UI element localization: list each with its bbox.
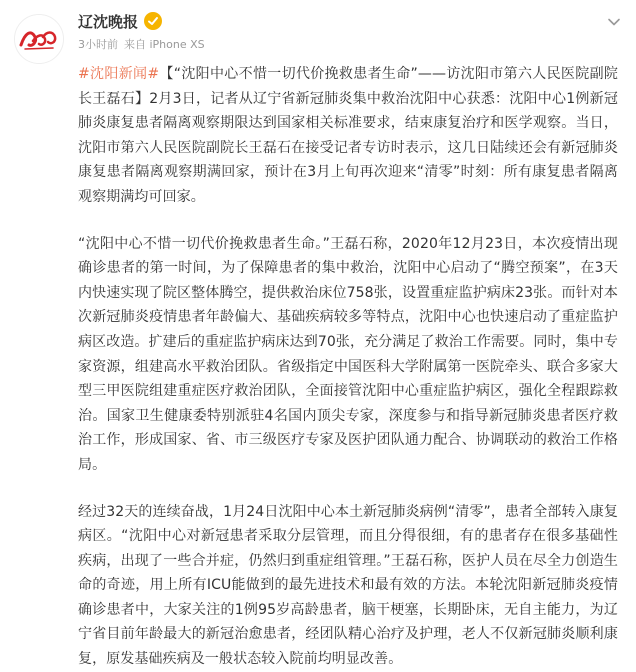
hashtag-link[interactable]: #沈阳新闻#: [78, 66, 160, 82]
post-meta: [78, 36, 205, 52]
paragraph-2: “沈阳中心不惜一切代价挽救患者生命。”王磊石称，2020年12月23日，本次疫情出现确诊患者的第一时间，为了保障患者的集中救治，沈阳中心启动了“腾空预案”，在3天内快速实现了院区整体腾空，提供救治床位758张，设置重症监护病床23张。而针对本次新冠肺炎疫情患者年龄偏大、基础疾病较多等特点，沈阳中心也快速启动了重症监护病区改造。扩建后的重症监护病床达到70张，充分满足了救治工作需要。同时，集中专家资源，组建高水平救治团队。省级指定中国医科大学附属第一医院牵头、联合多家大型三甲医院组建重症医疗救治团队，全面接管沈阳中心重症监护病区，强化全程跟踪救治。国家卫生健康委特别派驻4名国内顶尖专家，深度参与和指导新冠肺炎患者医疗救治工作，形成国家、省、市三级医疗专家及医护团队通力配合、协调联动的救治工作格局。: [78, 235, 618, 473]
verified-badge-icon: [144, 12, 162, 30]
post-source: 来自 iPhone XS: [124, 38, 205, 51]
avatar[interactable]: [14, 14, 64, 64]
post-body: [78, 62, 618, 672]
post-header: [0, 0, 636, 64]
paragraph-1-text: 【“沈阳中心不惜一切代价挽救患者生命”——访沈阳市第六人民医院副院长王磊石】2月3日，记者从辽宁省新冠肺炎集中救治沈阳中心获悉：沈阳中心1例新冠肺炎康复患者隔离观察期限达到国家相关标准要求，结束康复治疗和医学观察。当日，沈阳市第六人民医院副院长王磊石在接受记者专访时表示，这几日陆续还会有新冠肺炎康复患者隔离观察期满回家，预计在3月上旬再次迎来“清零”时刻：所有康复患者隔离观察期满均可回家。: [78, 66, 619, 205]
liaoshen-logo-icon: [15, 15, 63, 63]
paragraph-3: 经过32天的连续奋战，1月24日沈阳中心本土新冠肺炎病例“清零”，患者全部转入康复病区。“沈阳中心对新冠患者采取分层管理，而且分得很细，有的患者存在很多基础性疾病，出现了一些合并症，仍然归到重症组管理。”王磊石称，医护人员在尽全力创造生命的奇迹，用上所有ICU能做到的最先进技术和最有效的方法。本轮沈阳新冠肺炎疫情确诊患者中，大家关注的1例95岁高龄患者，脑干梗塞，长期卧床，无自主能力，为辽宁省目前年龄最大的新冠治愈患者，经团队精心治疗及护理，老人不仅新冠肺炎顺利康复，原发基础疾病及一般状态较入院前均明显改善。: [78, 503, 618, 668]
author-name[interactable]: 辽沈晚报: [78, 12, 139, 31]
author-row: [78, 10, 162, 32]
paragraph-1: [78, 62, 618, 210]
chevron-down-icon[interactable]: [606, 14, 622, 30]
post-time[interactable]: 3小时前: [78, 38, 118, 51]
